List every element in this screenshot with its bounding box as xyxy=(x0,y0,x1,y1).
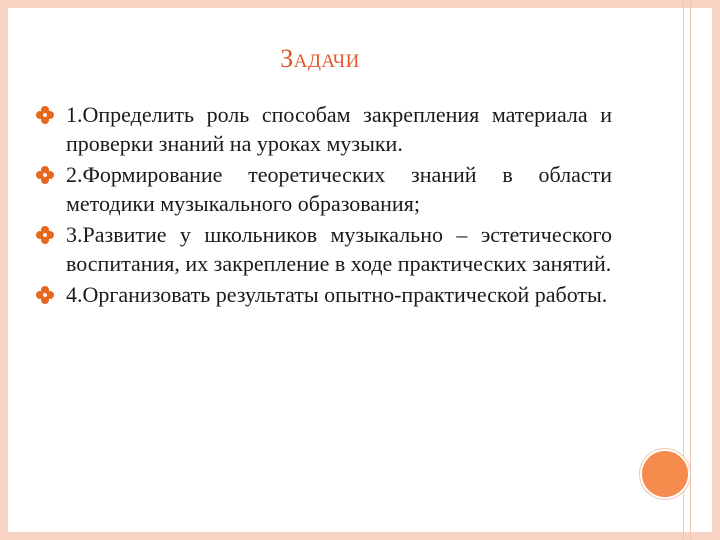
list-item-text: 1.Определить роль способам закрепления материала и проверки знаний на уроках музыки. xyxy=(66,102,612,156)
decorative-line xyxy=(690,0,691,540)
four-petal-flower-icon xyxy=(36,226,54,244)
title-rest: АДАЧИ xyxy=(293,51,360,72)
four-petal-flower-icon xyxy=(36,166,54,184)
slide-title xyxy=(0,44,640,74)
list-item-text: 2.Формирование теоретических знаний в области методики музыкального образования; xyxy=(66,162,612,216)
list-item-text: 3.Развитие у школьников музыкально – эстетического воспитания, их закрепление в ходе практических занятий. xyxy=(66,222,612,276)
orange-circle-icon xyxy=(640,449,690,499)
list-item xyxy=(34,220,612,278)
list-item xyxy=(34,100,612,158)
title-first-letter: З xyxy=(280,44,294,73)
four-petal-flower-icon xyxy=(36,106,54,124)
list-item xyxy=(34,160,612,218)
four-petal-flower-icon xyxy=(36,286,54,304)
list-item xyxy=(34,280,612,309)
task-list xyxy=(34,100,612,311)
list-item-text: 4.Организовать результаты опытно-практической работы. xyxy=(66,282,608,307)
